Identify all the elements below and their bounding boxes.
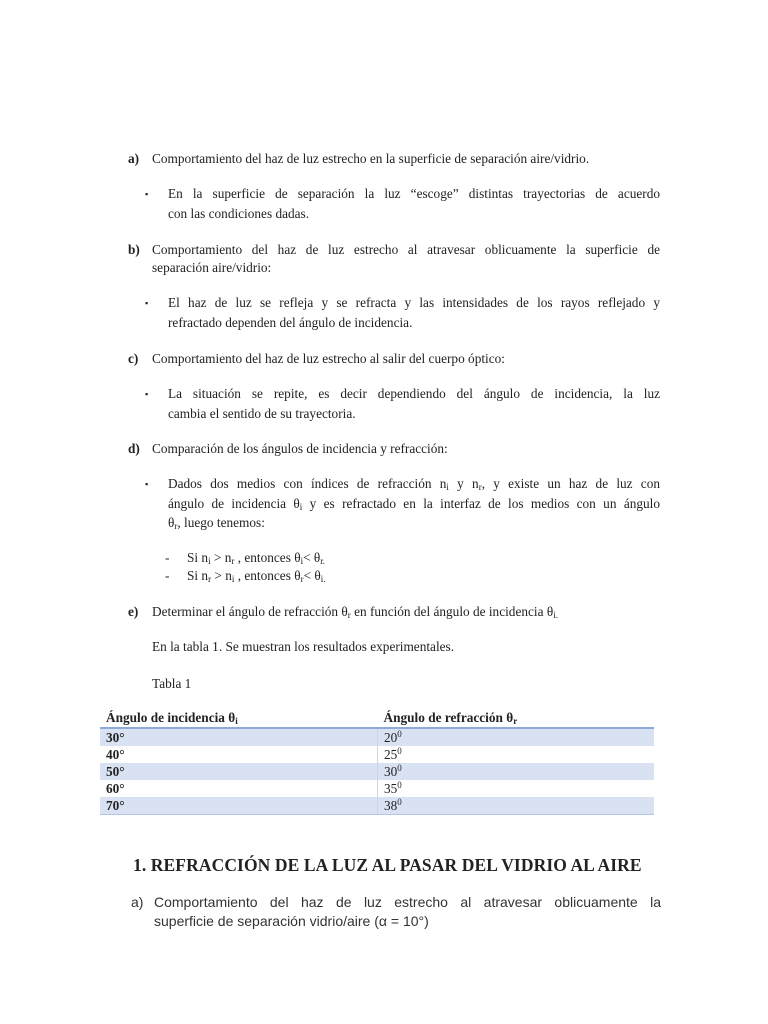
section-a-line2: superficie de separación vidrio/aire (α = 10°) xyxy=(154,913,429,929)
item-c-bullet-line1: La situación se repite, es decir dependiendo del ángulo de incidencia, la luz xyxy=(168,386,660,401)
table-row xyxy=(100,780,654,797)
item-b-label: b) xyxy=(128,242,140,257)
dash-marker: - xyxy=(165,568,170,583)
table-header-incidence: Ángulo de incidencia $\theta_i$ xyxy=(100,708,378,728)
item-e-text: Determinar el ángulo de refracción $\theta_r$ en función del ángulo de incidencia $\theta_{i.}$ xyxy=(152,604,558,620)
section-heading: 1. REFRACCIÓN DE LA LUZ AL PASAR DEL VIDRIO AL AIRE xyxy=(133,855,642,875)
item-a-bullet-line2: con las condiciones dadas. xyxy=(168,206,310,221)
table-caption: Tabla 1 xyxy=(152,676,192,691)
item-b-bullet-line2: refractado dependen del ángulo de incidencia. xyxy=(168,315,413,330)
item-d-bullet-line2: ángulo de incidencia $\theta_i$ y es refractado en la interfaz de los medios con un ángulo xyxy=(168,496,661,512)
item-d-label: d) xyxy=(128,441,140,456)
section-a-label: a) xyxy=(131,894,144,910)
item-a-bullet-line1: En la superficie de separación la luz “escoge” distintas trayectorias de acuerdo xyxy=(168,186,660,201)
table-cell-refraction: $35^0$ xyxy=(378,780,655,797)
item-b-line1: Comportamiento del haz de luz estrecho al atravesar oblicuamente la superficie de xyxy=(152,242,660,257)
item-d-dash1: Si $n_i > n_r$ , entonces $\theta_i< \theta_{r.}$ xyxy=(187,550,326,566)
item-a-label: a) xyxy=(128,151,140,166)
dash-marker: - xyxy=(165,550,170,565)
item-e-label: e) xyxy=(128,604,139,619)
item-c-bullet-line2: cambia el sentido de su trayectoria. xyxy=(168,406,356,421)
bullet-icon: ▪ xyxy=(145,298,149,308)
item-d-bullet-line3: $\theta_r$, luego tenemos: xyxy=(168,515,265,531)
section-a-line1: Comportamiento del haz de luz estrecho al atravesar oblicuamente la xyxy=(154,894,661,910)
table-cell-incidence: 50° xyxy=(100,763,378,780)
item-b-bullet-line1: El haz de luz se refleja y se refracta y las intensidades de los rayos reflejado y xyxy=(168,295,660,310)
table-header-row xyxy=(100,708,654,728)
item-b-line2: separación aire/vidrio: xyxy=(152,260,272,275)
item-c-text: Comportamiento del haz de luz estrecho al salir del cuerpo óptico: xyxy=(152,351,505,366)
bullet-icon: ▪ xyxy=(145,189,149,199)
table-row xyxy=(100,728,654,746)
table-row xyxy=(100,797,654,815)
table-cell-incidence: 30° xyxy=(100,728,378,746)
table-cell-refraction: $30^0$ xyxy=(378,763,655,780)
bullet-icon: ▪ xyxy=(145,479,149,489)
item-d-bullet-line1: Dados dos medios con índices de refracción $n_i$ y $n_r$, y existe un haz de luz con xyxy=(168,476,661,492)
table-cell-incidence: 40° xyxy=(100,746,378,763)
item-c-label: c) xyxy=(128,351,139,366)
table-cell-refraction: $20^0$ xyxy=(378,728,655,746)
table-row xyxy=(100,746,654,763)
item-d-text: Comparación de los ángulos de incidencia y refracción: xyxy=(152,441,448,456)
table-header-refraction: Ángulo de refracción $\theta_r$ xyxy=(378,708,655,728)
table-cell-refraction: $38^0$ xyxy=(378,797,655,815)
table-cell-incidence: 70° xyxy=(100,797,378,815)
table-cell-incidence: 60° xyxy=(100,780,378,797)
item-d-dash2: Si $n_r > n_i$ , entonces $\theta_r< \theta_{i.}$ xyxy=(187,568,326,584)
item-a-text: Comportamiento del haz de luz estrecho en la superficie de separación aire/vidrio. xyxy=(152,151,590,166)
table-row xyxy=(100,763,654,780)
results-table xyxy=(100,708,654,815)
item-e-paragraph: En la tabla 1. Se muestran los resultados experimentales. xyxy=(152,639,455,654)
bullet-icon: ▪ xyxy=(145,389,149,399)
table-cell-refraction: $25^0$ xyxy=(378,746,655,763)
